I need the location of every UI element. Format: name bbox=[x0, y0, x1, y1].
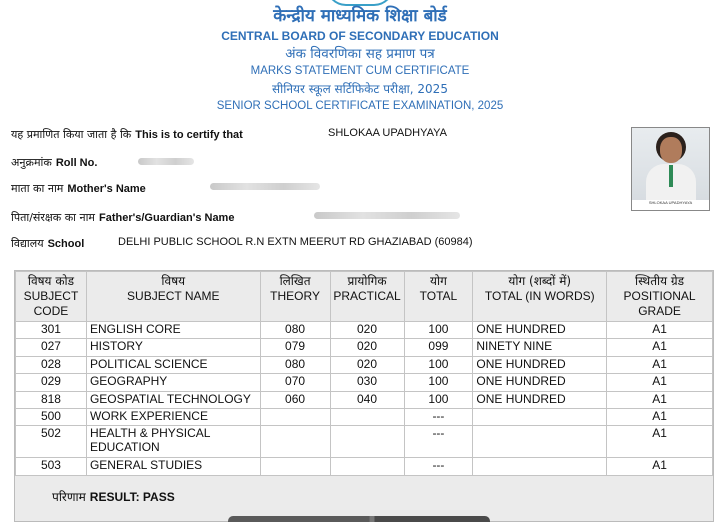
marks-table-panel bbox=[14, 270, 714, 522]
practical-marks bbox=[330, 408, 404, 425]
subject-code: 818 bbox=[16, 391, 87, 408]
practical-marks: 020 bbox=[330, 356, 404, 373]
father-name-redacted bbox=[314, 212, 460, 219]
subject-name: GEOSPATIAL TECHNOLOGY bbox=[86, 391, 260, 408]
bottom-toolbar[interactable] bbox=[228, 516, 490, 522]
total-marks: 100 bbox=[404, 322, 473, 339]
subject-name: HEALTH & PHYSICAL EDUCATION bbox=[86, 426, 260, 458]
positional-grade: A1 bbox=[607, 374, 713, 391]
subject-code: 301 bbox=[16, 322, 87, 339]
table-row bbox=[16, 322, 713, 339]
table-row bbox=[16, 374, 713, 391]
exam-title-english: SENIOR SCHOOL CERTIFICATE EXAMINATION, 2025 bbox=[216, 100, 504, 112]
col-practical: प्रायोगिक PRACTICAL bbox=[330, 272, 404, 322]
total-marks: 100 bbox=[404, 391, 473, 408]
total-in-words bbox=[473, 408, 607, 425]
theory-marks: 080 bbox=[260, 322, 330, 339]
theory-marks: 060 bbox=[260, 391, 330, 408]
practical-marks: 020 bbox=[330, 322, 404, 339]
subject-code: 027 bbox=[16, 339, 87, 356]
positional-grade: A1 bbox=[607, 391, 713, 408]
total-marks: 099 bbox=[404, 339, 473, 356]
father-label-english: Father's/Guardian's Name bbox=[99, 212, 235, 224]
certify-label-english: This is to certify that bbox=[135, 129, 243, 141]
subject-name: GEOGRAPHY bbox=[86, 374, 260, 391]
certify-label bbox=[11, 127, 243, 142]
total-in-words: ONE HUNDRED bbox=[473, 322, 607, 339]
school-label-english: School bbox=[47, 238, 85, 250]
board-name-hindi: केन्द्रीय माध्यमिक शिक्षा बोर्ड bbox=[273, 6, 447, 26]
practical-marks: 030 bbox=[330, 374, 404, 391]
father-label bbox=[11, 210, 234, 225]
total-marks: 100 bbox=[404, 374, 473, 391]
subject-name: HISTORY bbox=[86, 339, 260, 356]
roll-label bbox=[11, 155, 97, 170]
subject-name: ENGLISH CORE bbox=[86, 322, 260, 339]
subject-name: GENERAL STUDIES bbox=[86, 458, 260, 475]
mother-label-hindi: माता का नाम bbox=[11, 182, 64, 195]
table-row bbox=[16, 391, 713, 408]
school-label bbox=[11, 236, 84, 251]
col-subject-code: विषय कोड SUBJECT CODE bbox=[16, 272, 87, 322]
positional-grade: A1 bbox=[607, 356, 713, 373]
mother-label bbox=[11, 181, 146, 196]
certify-label-hindi: यह प्रमाणित किया जाता है कि bbox=[11, 128, 132, 141]
positional-grade: A1 bbox=[607, 339, 713, 356]
subject-code: 502 bbox=[16, 426, 87, 458]
table-row bbox=[16, 408, 713, 425]
total-in-words bbox=[473, 426, 607, 458]
result-label-english: RESULT: bbox=[89, 490, 140, 504]
subject-code: 500 bbox=[16, 408, 87, 425]
school-name: DELHI PUBLIC SCHOOL R.N EXTN MEERUT RD GHAZIABAD (60984) bbox=[118, 236, 473, 248]
roll-number-redacted bbox=[138, 158, 194, 165]
practical-marks bbox=[330, 458, 404, 475]
subject-name: POLITICAL SCIENCE bbox=[86, 356, 260, 373]
student-photo bbox=[631, 127, 710, 211]
total-marks: --- bbox=[404, 426, 473, 458]
table-header-row bbox=[16, 272, 713, 322]
subject-code: 028 bbox=[16, 356, 87, 373]
theory-marks: 079 bbox=[260, 339, 330, 356]
statement-title-english: MARKS STATEMENT CUM CERTIFICATE bbox=[250, 65, 470, 77]
father-label-hindi: पिता/संरक्षक का नाम bbox=[11, 211, 96, 224]
col-total: योग TOTAL bbox=[404, 272, 473, 322]
total-in-words: ONE HUNDRED bbox=[473, 374, 607, 391]
col-total-words: योग (शब्दों में) TOTAL (IN WORDS) bbox=[473, 272, 607, 322]
exam-title-hindi: सीनियर स्कूल सर्टिफिकेट परीक्षा, 2025 bbox=[272, 82, 448, 96]
theory-marks: 080 bbox=[260, 356, 330, 373]
result-label-hindi: परिणाम bbox=[52, 490, 86, 504]
result-line bbox=[52, 488, 175, 505]
table-row bbox=[16, 356, 713, 373]
total-in-words: NINETY NINE bbox=[473, 339, 607, 356]
result-value: PASS bbox=[142, 490, 175, 504]
positional-grade: A1 bbox=[607, 322, 713, 339]
subject-name: WORK EXPERIENCE bbox=[86, 408, 260, 425]
photo-caption: SHLOKAA UPADHYAYA bbox=[632, 200, 709, 211]
theory-marks: 070 bbox=[260, 374, 330, 391]
total-in-words: ONE HUNDRED bbox=[473, 356, 607, 373]
theory-marks bbox=[260, 426, 330, 458]
subject-code: 029 bbox=[16, 374, 87, 391]
col-theory: लिखित THEORY bbox=[260, 272, 330, 322]
col-positional-grade: स्थितीय ग्रेड POSITIONAL GRADE bbox=[607, 272, 713, 322]
positional-grade: A1 bbox=[607, 458, 713, 475]
col-subject-name: विषय SUBJECT NAME bbox=[86, 272, 260, 322]
total-in-words: ONE HUNDRED bbox=[473, 391, 607, 408]
theory-marks bbox=[260, 408, 330, 425]
table-row bbox=[16, 458, 713, 475]
student-name: SHLOKAA UPADHYAYA bbox=[328, 127, 448, 139]
board-name-english: CENTRAL BOARD OF SECONDARY EDUCATION bbox=[221, 29, 499, 43]
table-row bbox=[16, 426, 713, 458]
table-row bbox=[16, 339, 713, 356]
school-label-hindi: विद्यालय bbox=[11, 237, 44, 250]
practical-marks bbox=[330, 426, 404, 458]
total-marks: --- bbox=[404, 458, 473, 475]
marks-table bbox=[15, 271, 713, 476]
subject-code: 503 bbox=[16, 458, 87, 475]
total-marks: 100 bbox=[404, 356, 473, 373]
roll-label-hindi: अनुक्रमांक bbox=[11, 156, 52, 169]
positional-grade: A1 bbox=[607, 426, 713, 458]
statement-title-hindi: अंक विवरणिका सह प्रमाण पत्र bbox=[285, 46, 435, 62]
practical-marks: 020 bbox=[330, 339, 404, 356]
theory-marks bbox=[260, 458, 330, 475]
practical-marks: 040 bbox=[330, 391, 404, 408]
mother-name-redacted bbox=[210, 183, 320, 190]
mother-label-english: Mother's Name bbox=[67, 183, 146, 195]
total-marks: --- bbox=[404, 408, 473, 425]
total-in-words bbox=[473, 458, 607, 475]
roll-label-english: Roll No. bbox=[55, 157, 98, 169]
positional-grade: A1 bbox=[607, 408, 713, 425]
